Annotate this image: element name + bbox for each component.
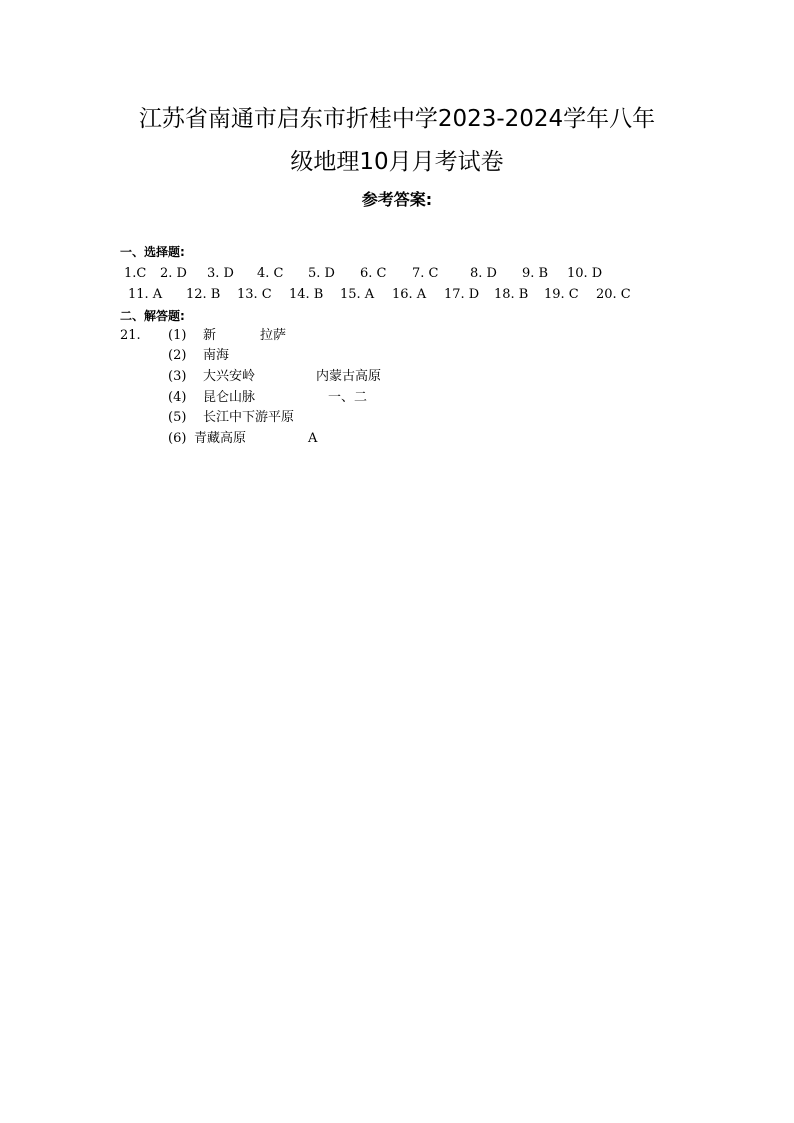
answer-key-subtitle: 参考答案: — [361, 190, 433, 209]
q21-part-1-answer-2: 拉萨 — [260, 328, 287, 343]
q21-part-4-answer-1: 昆仑山脉 — [203, 390, 256, 405]
mc-answer-4: 4. C — [257, 266, 284, 281]
mc-answer-11: 11. A — [128, 287, 163, 302]
section-heading-multiple-choice: 一、选择题: — [120, 245, 185, 259]
section-heading-short-answer: 二、解答题: — [120, 309, 185, 323]
q21-part-2-answer-1: 南海 — [203, 348, 230, 363]
mc-answer-16: 16. A — [392, 287, 427, 302]
mc-answer-17: 17. D — [444, 287, 480, 302]
multiple-choice-row-1 — [124, 264, 684, 284]
q21-part-3-label: (3) — [168, 369, 187, 384]
document-title-line-2: 级地理10月月考试卷 — [290, 149, 504, 175]
mc-answer-10: 10. D — [567, 266, 603, 281]
q21-part-5-label: (5) — [168, 410, 187, 425]
mc-answer-20: 20. C — [596, 287, 631, 302]
mc-answer-2: 2. D — [160, 266, 187, 281]
q21-part-4-label: (4) — [168, 390, 187, 405]
mc-answer-13: 13. C — [237, 287, 272, 302]
mc-answer-5: 5. D — [308, 266, 335, 281]
q21-part-6-label: (6) — [168, 431, 187, 446]
q21-part-4-answer-2: 一、二 — [328, 390, 368, 405]
document-title-line-1: 江苏省南通市启东市折桂中学2023-2024学年八年 — [138, 106, 656, 132]
q21-part-2-label: (2) — [168, 348, 187, 363]
mc-answer-14: 14. B — [289, 287, 324, 302]
q21-part-1-answer-1: 新 — [203, 328, 217, 343]
mc-answer-6: 6. C — [360, 266, 387, 281]
q21-part-6-answer-2: A — [308, 431, 318, 446]
mc-answer-8: 8. D — [470, 266, 497, 281]
q21-part-5-answer-1: 长江中下游平原 — [203, 410, 295, 425]
mc-answer-18: 18. B — [494, 287, 529, 302]
mc-answer-7: 7. C — [412, 266, 439, 281]
mc-answer-12: 12. B — [186, 287, 221, 302]
mc-answer-9: 9. B — [522, 266, 549, 281]
q21-part-3-answer-2: 内蒙古高原 — [316, 369, 382, 384]
multiple-choice-row-2 — [124, 285, 684, 305]
question-number-21: 21. — [120, 328, 141, 343]
mc-answer-1: 1.C — [124, 266, 147, 281]
q21-part-1-label: (1) — [168, 328, 187, 343]
q21-part-6-answer-1: 青藏高原 — [194, 431, 247, 446]
mc-answer-15: 15. A — [340, 287, 375, 302]
mc-answer-19: 19. C — [544, 287, 579, 302]
mc-answer-3: 3. D — [207, 266, 234, 281]
q21-part-3-answer-1: 大兴安岭 — [203, 369, 256, 384]
